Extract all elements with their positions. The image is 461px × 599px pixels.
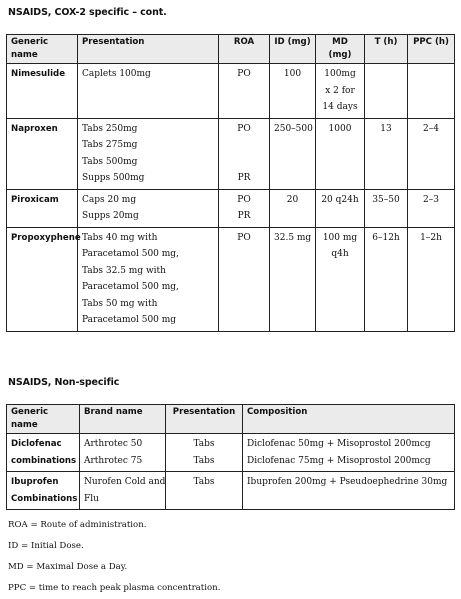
presentation-cell: [78, 118, 219, 189]
initial-dose-cell: [270, 64, 316, 119]
max-dose-cell-line: x 2 for: [325, 85, 355, 96]
cox2-table: [6, 34, 455, 332]
presentation-cell-line: Tabs 500mg: [82, 156, 138, 167]
composition-cell-line: Ibuprofen 200mg + Pseudoephedrine 30mg: [247, 477, 448, 487]
col-header-t: T (h): [365, 35, 408, 64]
composition-cell-line: Diclofenac 50mg + Misoprostol 200mcg: [247, 439, 431, 449]
col-header-generic-name: Generic name: [7, 35, 78, 64]
half-life-cell-line: [369, 66, 403, 83]
max-dose-cell: [316, 64, 365, 119]
col-header-generic-name: Generic name: [7, 405, 80, 434]
generic-name-cell: [7, 64, 78, 119]
roa-cell-line: PO: [237, 232, 251, 243]
table-row: [7, 64, 455, 119]
presentation-cell-line: Caps 20 mg: [82, 194, 137, 205]
ppc-cell: [408, 64, 455, 119]
col-header-composition: Composition: [243, 405, 455, 434]
presentation-cell: [78, 64, 219, 119]
presentation-cell-line: Tabs 50 mg with: [82, 298, 158, 309]
col-header-presentation: Presentation: [166, 405, 243, 434]
table-row: [7, 434, 455, 472]
generic-name-cell-line: Propoxyphene: [11, 232, 81, 243]
footnote-ppc: PPC = time to reach peak plasma concentration.: [8, 583, 221, 593]
col-header-md: MD (mg): [316, 35, 365, 64]
nonspecific-table: [6, 404, 455, 510]
composition-cell: [243, 434, 455, 472]
table-row: [7, 118, 455, 189]
ppc-cell-line: [412, 66, 450, 83]
presentation-cell-line: Tabs: [193, 439, 215, 449]
composition-cell: [243, 472, 455, 510]
presentation-cell: [78, 227, 219, 331]
brand-name-cell-line: Arthrotec 50: [84, 439, 143, 449]
generic-name-cell: [7, 189, 78, 227]
col-header-id: ID (mg): [270, 35, 316, 64]
footnote-roa: ROA = Route of administration.: [8, 520, 147, 530]
roa-cell-line: [223, 137, 265, 154]
initial-dose-cell: [270, 189, 316, 227]
presentation-cell-line: Supps 20mg: [82, 211, 139, 221]
roa-cell-line: PO: [237, 194, 251, 205]
max-dose-cell-line: 14 days: [322, 102, 358, 112]
half-life-cell: [365, 189, 408, 227]
footnote-md: MD = Maximal Dose a Day.: [8, 562, 128, 572]
max-dose-cell: [316, 118, 365, 189]
presentation-cell-line: Paracetamol 500 mg,: [82, 282, 179, 292]
ppc-cell: [408, 118, 455, 189]
half-life-cell: [365, 227, 408, 331]
ppc-cell-line: 2–3: [423, 194, 439, 205]
presentation-cell-line: Paracetamol 500 mg,: [82, 249, 179, 259]
max-dose-cell-line: 1000: [328, 123, 352, 134]
initial-dose-cell: [270, 118, 316, 189]
section1-title: NSAIDS, COX-2 specific – cont.: [8, 7, 167, 18]
generic-name-cell-line: Ibuprofen: [11, 477, 59, 487]
roa-cell-line: [223, 154, 265, 171]
generic-name-cell-line: Piroxicam: [11, 194, 59, 205]
presentation-cell-line: Tabs 275mg: [82, 140, 138, 150]
generic-name-cell: [7, 118, 78, 189]
presentation-cell-line: Supps 500mg: [82, 173, 145, 183]
roa-cell: [219, 227, 270, 331]
table-header-row: [7, 35, 455, 64]
max-dose-cell: [316, 227, 365, 331]
generic-name-cell: [7, 472, 80, 510]
ppc-cell-line: 2–4: [423, 123, 439, 134]
table-row: [7, 189, 455, 227]
initial-dose-cell-line: 100: [283, 69, 302, 79]
half-life-cell-line: 35–50: [372, 194, 400, 205]
presentation-cell: [166, 434, 243, 472]
roa-cell: [219, 64, 270, 119]
presentation-cell-line: Tabs: [193, 477, 215, 487]
presentation-cell: [78, 189, 219, 227]
composition-cell-line: Diclofenac 75mg + Misoprostol 200mcg: [247, 455, 431, 466]
roa-cell: [219, 189, 270, 227]
presentation-cell-line: Tabs 40 mg with: [82, 232, 158, 243]
initial-dose-cell-line: 250–500: [274, 123, 313, 134]
half-life-cell: [365, 118, 408, 189]
half-life-cell-line: 6–12h: [372, 232, 400, 243]
roa-cell-line: PR: [237, 211, 251, 221]
col-header-brand-name: Brand name: [80, 405, 166, 434]
generic-name-cell: [7, 434, 80, 472]
brand-name-cell-line: Flu: [84, 493, 99, 504]
generic-name-cell-line: Naproxen: [11, 123, 58, 134]
col-header-ppc: PPC (h): [408, 35, 455, 64]
max-dose-cell-line: 100mg: [324, 69, 356, 79]
presentation-cell-line: Tabs 32.5 mg with: [82, 265, 166, 276]
brand-name-cell: [80, 434, 166, 472]
brand-name-cell-line: Arthrotec 75: [84, 455, 143, 466]
initial-dose-cell-line: 32.5 mg: [274, 232, 312, 243]
half-life-cell: [365, 64, 408, 119]
presentation-cell: [166, 472, 243, 510]
initial-dose-cell-line: 20: [286, 194, 299, 205]
presentation-cell-line: Paracetamol 500 mg: [82, 315, 177, 325]
generic-name-cell-line: Combinations: [11, 493, 78, 504]
max-dose-cell-line: q4h: [331, 249, 349, 259]
generic-name-cell-line: Diclofenac: [11, 439, 62, 449]
roa-cell-line: PR: [237, 173, 251, 183]
ppc-cell: [408, 189, 455, 227]
generic-name-cell-line: combinations: [11, 455, 77, 466]
table-row: [7, 472, 455, 510]
presentation-cell-line: Tabs: [193, 455, 215, 466]
brand-name-cell-line: Nurofen Cold and: [84, 477, 166, 487]
table-row: [7, 227, 455, 331]
ppc-cell-line: 1–2h: [420, 232, 442, 243]
ppc-cell: [408, 227, 455, 331]
max-dose-cell: [316, 189, 365, 227]
col-header-roa: ROA: [219, 35, 270, 64]
generic-name-cell: [7, 227, 81, 331]
footnote-id: ID = Initial Dose.: [8, 541, 84, 551]
brand-name-cell: [80, 472, 166, 510]
section2-title: NSAIDS, Non-specific: [8, 377, 120, 388]
col-header-presentation: Presentation: [78, 35, 219, 64]
presentation-cell-line: Caplets 100mg: [82, 69, 151, 79]
max-dose-cell-line: 100 mg: [322, 232, 358, 243]
roa-cell: [219, 118, 270, 189]
table-header-row: [7, 405, 455, 434]
roa-cell-line: PO: [237, 69, 251, 79]
presentation-cell-line: Tabs 250mg: [82, 123, 138, 134]
initial-dose-cell: [270, 227, 316, 331]
max-dose-cell-line: 20 q24h: [321, 194, 359, 205]
generic-name-cell-line: Nimesulide: [11, 69, 66, 79]
roa-cell-line: PO: [237, 123, 251, 134]
half-life-cell-line: 13: [380, 123, 392, 134]
